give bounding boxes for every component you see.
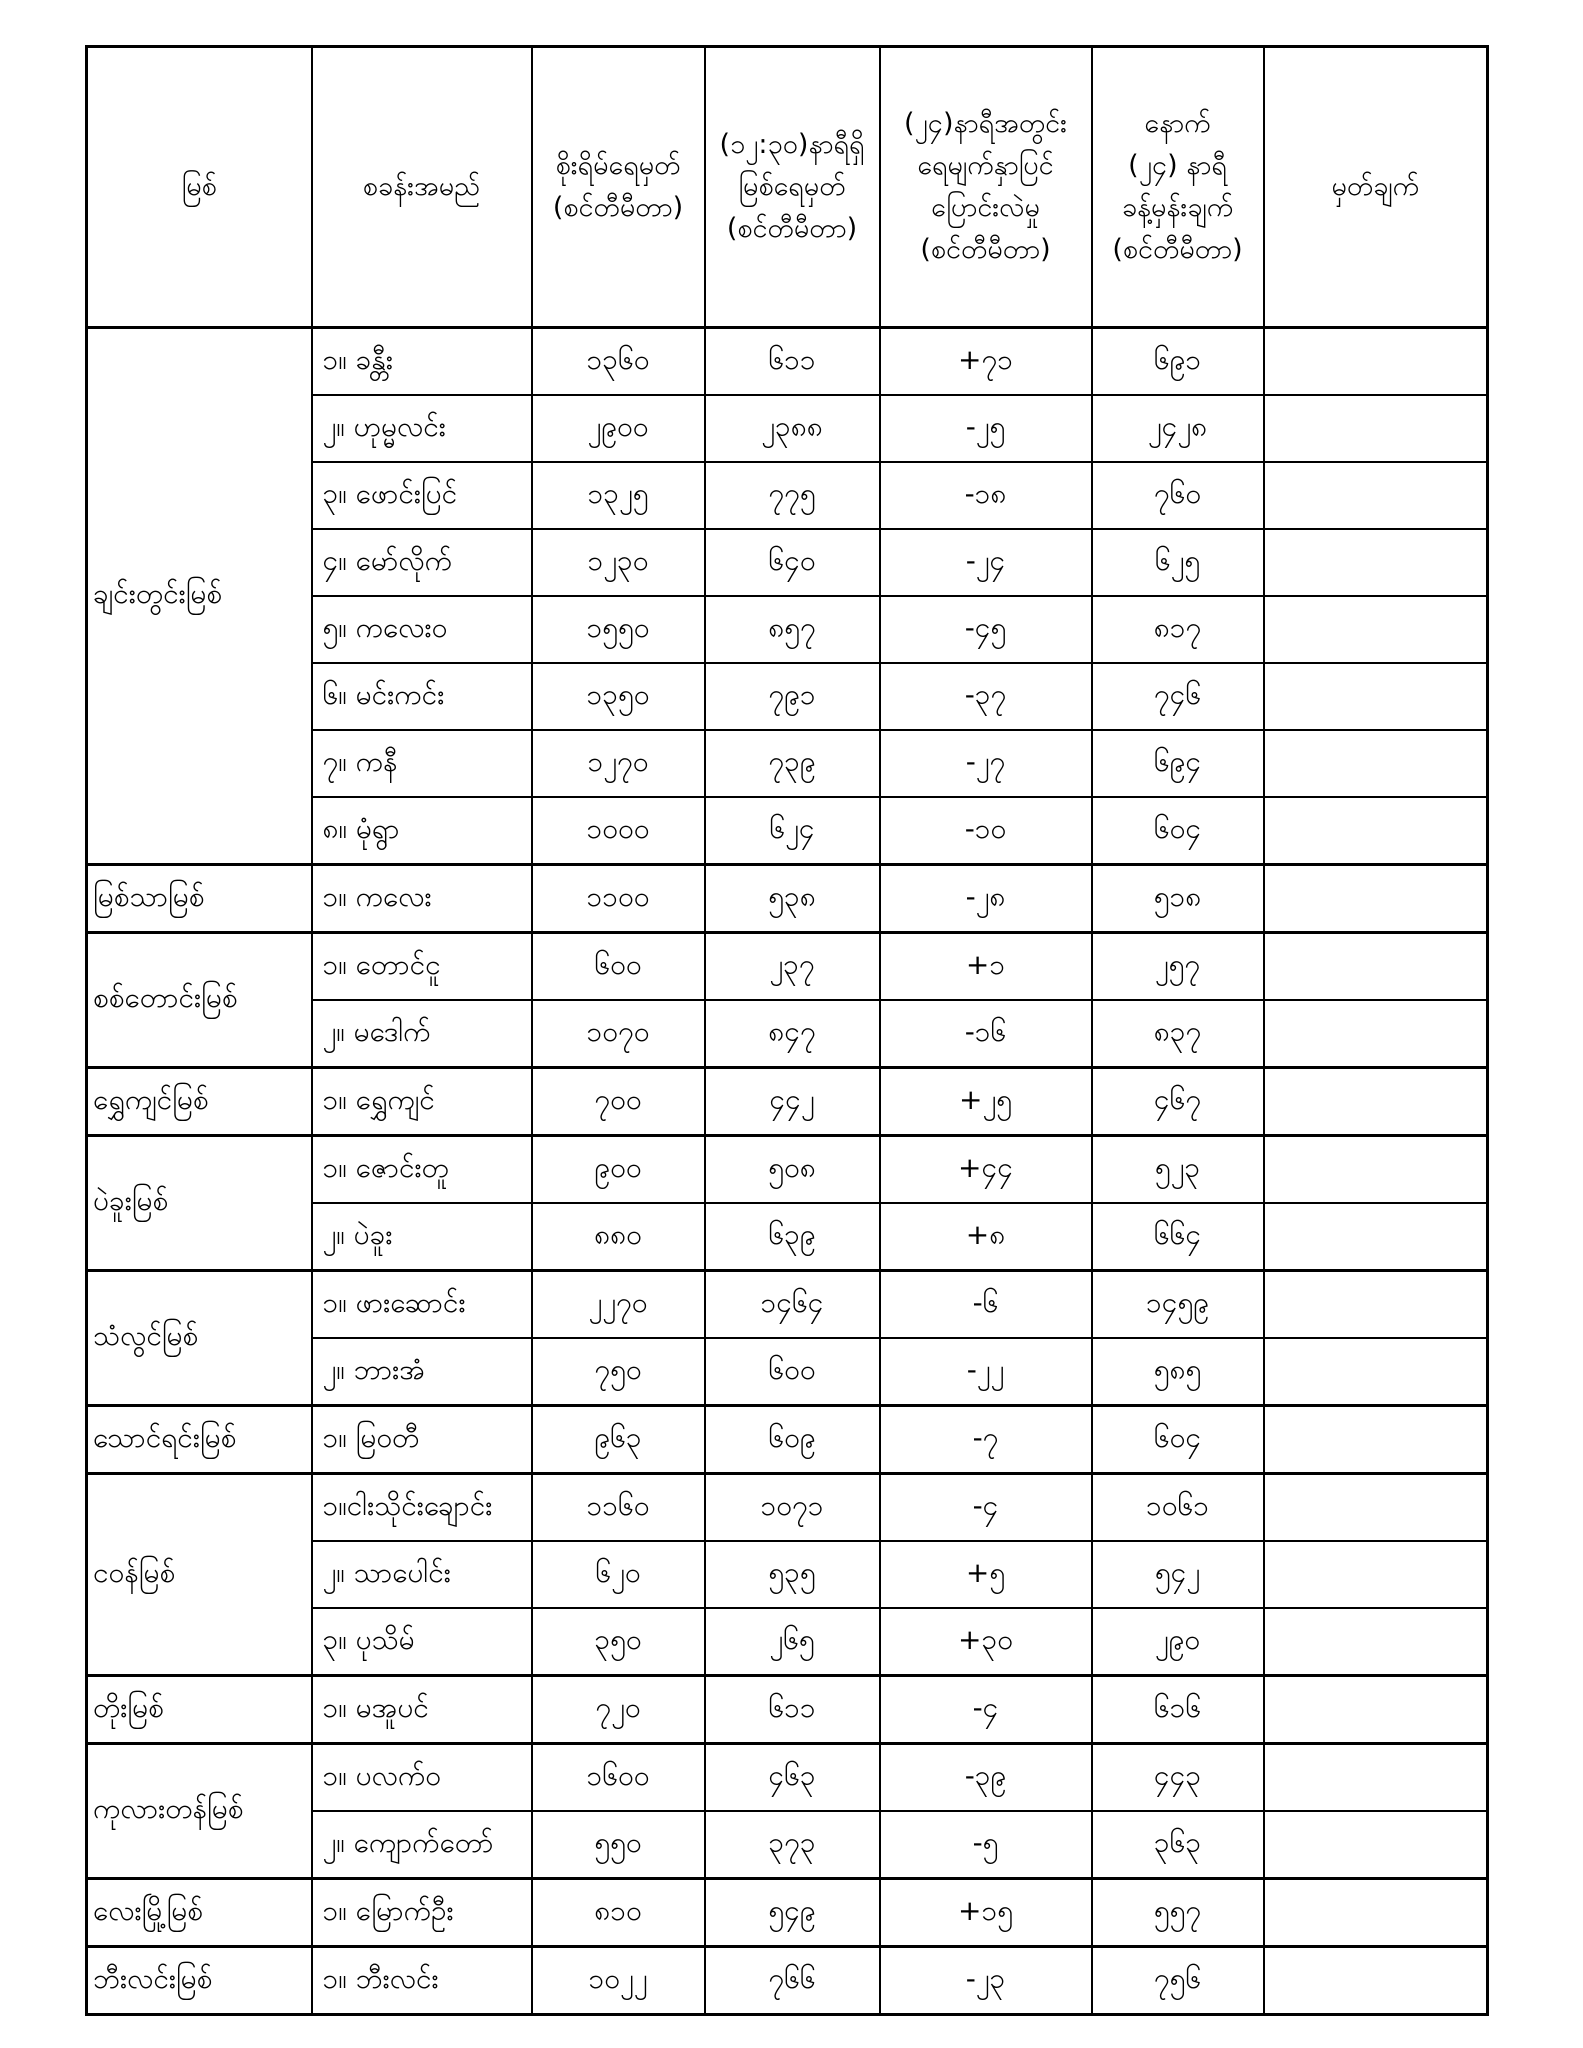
forecast-cell: ၈၃၇ [1092,1000,1264,1068]
remark-cell [1264,462,1488,529]
remark-cell [1264,596,1488,663]
forecast-cell: ၅၄၂ [1092,1541,1264,1608]
current-cell: ၇၇၅ [705,462,880,529]
remark-cell [1264,933,1488,1001]
table-row [87,1879,1488,1947]
forecast-cell: ၇၆၀ [1092,462,1264,529]
table-row [87,328,1488,396]
danger-cell: ၇၅၀ [532,1338,705,1406]
forecast-cell: ၇၄၆ [1092,663,1264,730]
station-cell: ၅။ ကလေးဝ [312,596,532,663]
table-row [87,1406,1488,1474]
current-cell: ၈၅၇ [705,596,880,663]
remark-cell [1264,328,1488,396]
current-cell: ၇၃၉ [705,730,880,797]
change-cell: -၆ [880,1271,1092,1339]
forecast-cell: ၇၅၆ [1092,1947,1264,2015]
change-cell: +၁၅ [880,1879,1092,1947]
forecast-cell: ၅၅၇ [1092,1879,1264,1947]
remark-cell [1264,1000,1488,1068]
current-cell: ၅၃၅ [705,1541,880,1608]
current-cell: ၆၀၉ [705,1406,880,1474]
river-cell: စစ်တောင်းမြစ် [87,933,312,1068]
remark-cell [1264,663,1488,730]
change-cell: -၂၈ [880,865,1092,933]
remark-cell [1264,1338,1488,1406]
danger-cell: ၁၂၇၀ [532,730,705,797]
river-cell: သံလွင်မြစ် [87,1271,312,1406]
current-cell: ၄၄၂ [705,1068,880,1136]
danger-cell: ၁၀၇၀ [532,1000,705,1068]
current-cell: ၁၄၆၄ [705,1271,880,1339]
change-cell: +၃၀ [880,1608,1092,1676]
remark-cell [1264,1203,1488,1271]
forecast-cell: ၆၁၆ [1092,1676,1264,1744]
current-cell: ၆၃၉ [705,1203,880,1271]
header-change-24h: (၂၄)နာရီအတွင်း ရေမျက်နှာပြင် ပြောင်းလဲမှု (စင်တီမီတာ) [880,47,1092,328]
river-cell: တိုးမြစ် [87,1676,312,1744]
danger-cell: ၁၂၃၀ [532,529,705,596]
station-cell: ၁။ ဘီးလင်း [312,1947,532,2015]
header-danger-level: စိုးရိမ်ရေမှတ် (စင်တီမီတာ) [532,47,705,328]
station-cell: ၁။ ပလက်ဝ [312,1744,532,1812]
station-cell: ၃။ ပုသိမ် [312,1608,532,1676]
remark-cell [1264,1406,1488,1474]
danger-cell: ၂၉၀၀ [532,395,705,462]
change-cell: +၂၅ [880,1068,1092,1136]
remark-cell [1264,1879,1488,1947]
remark-cell [1264,1744,1488,1812]
change-cell: +၄၄ [880,1136,1092,1204]
danger-cell: ၁၀၀၀ [532,797,705,865]
forecast-cell: ၆၆၄ [1092,1203,1264,1271]
change-cell: -၁၀ [880,797,1092,865]
current-cell: ၅၃၈ [705,865,880,933]
change-cell: -၅ [880,1811,1092,1879]
station-cell: ၆။ မင်းကင်း [312,663,532,730]
remark-cell [1264,1947,1488,2015]
table-row [87,1136,1488,1204]
river-cell: ကုလားတန်မြစ် [87,1744,312,1879]
remark-cell [1264,865,1488,933]
river-cell: ငဝန်မြစ် [87,1474,312,1676]
station-cell: ၁။ငါးသိုင်းချောင်း [312,1474,532,1542]
danger-cell: ၁၅၅၀ [532,596,705,663]
forecast-cell: ၆၀၄ [1092,797,1264,865]
danger-cell: ၆၀၀ [532,933,705,1001]
remark-cell [1264,529,1488,596]
current-cell: ၈၄၇ [705,1000,880,1068]
danger-cell: ၉၀၀ [532,1136,705,1204]
change-cell: -၇ [880,1406,1092,1474]
remark-cell [1264,1474,1488,1542]
station-cell: ၁။ ရွှေကျင် [312,1068,532,1136]
current-cell: ၇၉၁ [705,663,880,730]
current-cell: ၆၁၁ [705,328,880,396]
danger-cell: ၁၃၅၀ [532,663,705,730]
station-cell: ၁။ မြောက်ဦး [312,1879,532,1947]
station-cell: ၁။ ခန္တီး [312,328,532,396]
danger-cell: ၂၂၇၀ [532,1271,705,1339]
current-cell: ၁၀၇၁ [705,1474,880,1542]
forecast-cell: ၂၉၀ [1092,1608,1264,1676]
table-row [87,1676,1488,1744]
current-cell: ၆၄၀ [705,529,880,596]
current-cell: ၂၆၅ [705,1608,880,1676]
change-cell: +၅ [880,1541,1092,1608]
forecast-cell: ၂၅၇ [1092,933,1264,1001]
river-cell: ပဲခူးမြစ် [87,1136,312,1271]
remark-cell [1264,1541,1488,1608]
danger-cell: ၈၈၀ [532,1203,705,1271]
change-cell: -၂၅ [880,395,1092,462]
forecast-cell: ၁၄၅၉ [1092,1271,1264,1339]
danger-cell: ၇၀၀ [532,1068,705,1136]
station-cell: ၁။ တောင်ငူ [312,933,532,1001]
river-cell: ဘီးလင်းမြစ် [87,1947,312,2015]
header-forecast-24h: နောက် (၂၄) နာရီ ခန့်မှန်းချက် (စင်တီမီတာ) [1092,47,1264,328]
station-cell: ၁။ ဖားဆောင်း [312,1271,532,1339]
change-cell: +၇၁ [880,328,1092,396]
remark-cell [1264,1676,1488,1744]
change-cell: -၃၇ [880,663,1092,730]
current-cell: ၆၁၁ [705,1676,880,1744]
change-cell: -၄၅ [880,596,1092,663]
table-row [87,1271,1488,1339]
forecast-cell: ၂၄၂၈ [1092,395,1264,462]
table-row [87,865,1488,933]
change-cell: -၂၇ [880,730,1092,797]
remark-cell [1264,730,1488,797]
table-row [87,1947,1488,2015]
danger-cell: ၅၅၀ [532,1811,705,1879]
table-row [87,1068,1488,1136]
station-cell: ၈။ မုံရွာ [312,797,532,865]
forecast-cell: ၄၆၇ [1092,1068,1264,1136]
change-cell: +၁ [880,933,1092,1001]
danger-cell: ၃၅၀ [532,1608,705,1676]
current-cell: ၄၆၃ [705,1744,880,1812]
forecast-cell: ၁၀၆၁ [1092,1474,1264,1542]
station-cell: ၄။ မော်လိုက် [312,529,532,596]
water-level-table [85,45,1489,2016]
current-cell: ၆၂၄ [705,797,880,865]
station-cell: ၂။ သာပေါင်း [312,1541,532,1608]
forecast-cell: ၆၉၄ [1092,730,1264,797]
change-cell: -၁၆ [880,1000,1092,1068]
current-cell: ၂၃၈၈ [705,395,880,462]
remark-cell [1264,797,1488,865]
header-station: စခန်းအမည် [312,47,532,328]
danger-cell: ၈၁၀ [532,1879,705,1947]
river-cell: လေးမြို့မြစ် [87,1879,312,1947]
danger-cell: ၆၂၀ [532,1541,705,1608]
remark-cell [1264,1811,1488,1879]
river-cell: မြစ်သာမြစ် [87,865,312,933]
danger-cell: ၁၀၂၂ [532,1947,705,2015]
current-cell: ၂၃၇ [705,933,880,1001]
change-cell: -၂၃ [880,1947,1092,2015]
change-cell: -၄ [880,1676,1092,1744]
forecast-cell: ၄၄၃ [1092,1744,1264,1812]
forecast-cell: ၃၆၃ [1092,1811,1264,1879]
current-cell: ၅၀၈ [705,1136,880,1204]
station-cell: ၂။ မဒေါက် [312,1000,532,1068]
table-row [87,1474,1488,1542]
station-cell: ၇။ ကနီ [312,730,532,797]
danger-cell: ၇၂၀ [532,1676,705,1744]
current-cell: ၇၆၆ [705,1947,880,2015]
danger-cell: ၁၆၀၀ [532,1744,705,1812]
forecast-cell: ၆၀၄ [1092,1406,1264,1474]
river-cell: ချင်းတွင်းမြစ် [87,328,312,865]
remark-cell [1264,1608,1488,1676]
remark-cell [1264,1136,1488,1204]
change-cell: -၁၈ [880,462,1092,529]
station-cell: ၂။ ဘားအံ [312,1338,532,1406]
forecast-cell: ၆၂၅ [1092,529,1264,596]
station-cell: ၁။ မြဝတီ [312,1406,532,1474]
header-river: မြစ် [87,47,312,328]
station-cell: ၁။ မအူပင် [312,1676,532,1744]
station-cell: ၁။ ကလေး [312,865,532,933]
danger-cell: ၁၁၀၀ [532,865,705,933]
station-cell: ၂။ ဟုမ္မလင်း [312,395,532,462]
danger-cell: ၁၃၆၀ [532,328,705,396]
table-row [87,1744,1488,1812]
change-cell: -၃၉ [880,1744,1092,1812]
table-row [87,933,1488,1001]
danger-cell: ၁၁၆၀ [532,1474,705,1542]
current-cell: ၆၀၀ [705,1338,880,1406]
table-header-row [87,47,1488,328]
change-cell: -၂၂ [880,1338,1092,1406]
forecast-cell: ၅၈၅ [1092,1338,1264,1406]
station-cell: ၃။ ဖောင်းပြင် [312,462,532,529]
station-cell: ၂။ ကျောက်တော် [312,1811,532,1879]
station-cell: ၁။ ဇောင်းတူ [312,1136,532,1204]
forecast-cell: ၅၂၃ [1092,1136,1264,1204]
forecast-cell: ၈၁၇ [1092,596,1264,663]
station-cell: ၂။ ပဲခူး [312,1203,532,1271]
header-current-level: (၁၂:၃၀)နာရီရှိ မြစ်ရေမှတ် (စင်တီမီတာ) [705,47,880,328]
remark-cell [1264,1271,1488,1339]
danger-cell: ၁၃၂၅ [532,462,705,529]
change-cell: -၂၄ [880,529,1092,596]
river-cell: ရွှေကျင်မြစ် [87,1068,312,1136]
danger-cell: ၉၆၃ [532,1406,705,1474]
current-cell: ၅၄၉ [705,1879,880,1947]
change-cell: -၄ [880,1474,1092,1542]
forecast-cell: ၅၁၈ [1092,865,1264,933]
remark-cell [1264,395,1488,462]
current-cell: ၃၇၃ [705,1811,880,1879]
change-cell: +၈ [880,1203,1092,1271]
header-remark: မှတ်ချက် [1264,47,1488,328]
river-cell: သောင်ရင်းမြစ် [87,1406,312,1474]
remark-cell [1264,1068,1488,1136]
forecast-cell: ၆၉၁ [1092,328,1264,396]
